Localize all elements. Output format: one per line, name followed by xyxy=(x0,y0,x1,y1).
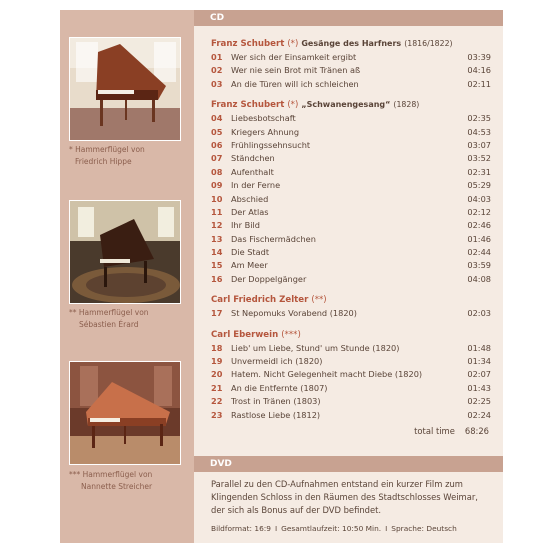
track-row: 12 Ihr Bild 02:46 xyxy=(211,220,491,231)
composer-heading: Carl Eberwein (***) xyxy=(211,329,301,340)
track-row: 09 In der Ferne 05:29 xyxy=(211,180,491,191)
composer-heading: Carl Friedrich Zelter (**) xyxy=(211,295,327,306)
cd-section-header xyxy=(194,10,503,26)
caption-2: ** Hammerflügel von Sébastien Érard xyxy=(69,308,149,329)
piano-photo-3 xyxy=(69,361,181,465)
track-row: 14 Die Stadt 02:44 xyxy=(211,247,491,258)
track-row: 07 Ständchen 03:52 xyxy=(211,153,491,164)
track-row: 17 St Nepomuks Vorabend (1820) 02:03 xyxy=(211,308,491,319)
track-row: 04 Liebesbotschaft 02:35 xyxy=(211,113,491,124)
track-row: 05 Kriegers Ahnung 04:53 xyxy=(211,126,491,137)
track-row: 15 Am Meer 03:59 xyxy=(211,260,491,271)
piano-photo-2 xyxy=(69,200,181,304)
track-row: 16 Der Doppelgänger 04:08 xyxy=(211,273,491,284)
track-row: 23 Rastlose Liebe (1812) 02:24 xyxy=(211,409,491,420)
piano-photo-1 xyxy=(69,37,181,141)
track-row: 20 Hatem. Nicht Gelegenheit macht Diebe (1820) 02:07 xyxy=(211,369,491,380)
track-row: 02 Wer nie sein Brot mit Tränen aß 04:16 xyxy=(211,65,491,76)
track-row: 01 Wer sich der Einsamkeit ergibt 03:39 xyxy=(211,52,491,62)
track-row: 19 Unvermeidl ich (1820) 01:34 xyxy=(211,356,491,367)
total-time xyxy=(211,426,489,436)
track-row: 06 Frühlingssehnsucht 03:07 xyxy=(211,139,491,150)
dvd-meta: Bildformat: 16:9 I Gesamtlaufzeit: 10:50 Min. I Sprache: Deutsch xyxy=(211,524,457,533)
composer-heading: Franz Schubert (*) „Schwanengesang“ (1828) xyxy=(211,100,420,111)
caption-3: *** Hammerflügel von Nannette Streicher xyxy=(69,470,153,491)
track-row: 22 Trost in Tränen (1803) 02:25 xyxy=(211,396,491,407)
dvd-section-header xyxy=(194,456,503,472)
total-time-label: total time xyxy=(414,426,455,436)
caption-1: * Hammerflügel von Friedrich Hippe xyxy=(69,145,145,166)
dvd-label: DVD xyxy=(210,459,232,469)
track-row: 13 Das Fischermädchen 01:46 xyxy=(211,233,491,244)
track-row: 11 Der Atlas 02:12 xyxy=(211,206,491,217)
track-row: 10 Abschied 04:03 xyxy=(211,193,491,204)
cd-label: CD xyxy=(210,13,225,23)
composer-heading: Franz Schubert (*) Gesänge des Harfners (1816/1822) xyxy=(211,39,453,49)
track-row: 21 An die Entfernte (1807) 01:43 xyxy=(211,382,491,393)
track-list xyxy=(211,37,491,422)
track-row: 08 Aufenthalt 02:31 xyxy=(211,166,491,177)
track-row: 03 An die Türen will ich schleichen 02:11 xyxy=(211,78,491,89)
total-time-value: 68:26 xyxy=(464,426,489,436)
dvd-description: Parallel zu den CD-Aufnahmen entstand ein kurzer Film zum Klingenden Schloss in den Räumen des Stadtschlosses Weimar, der sich als Bonus auf der DVD befindet. xyxy=(211,479,478,515)
track-row: 18 Lieb' um Liebe, Stund' um Stunde (1820) 01:48 xyxy=(211,342,491,353)
